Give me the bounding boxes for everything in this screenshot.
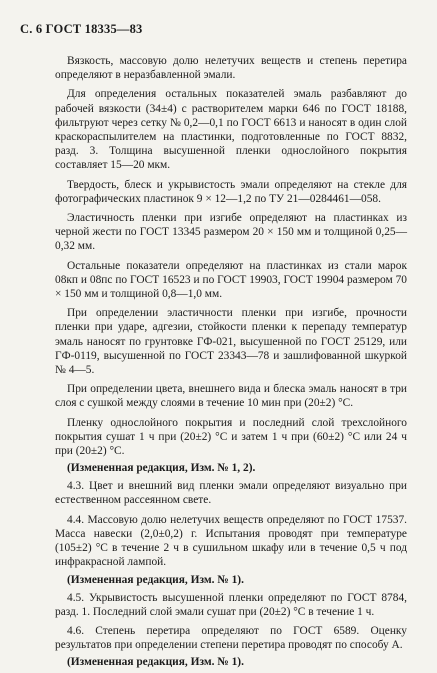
amendment-note: (Измененная редакция, Изм. № 1). (67, 656, 244, 669)
paragraph-hardness: Твердость, блеск и укрывистость эмали определяют на стекле для фотографических пластинок 9 × 12—1,2 по ТУ 21—0284461—058. (55, 178, 407, 205)
paragraph-dilution: Для определения остальных показателей эмаль разбавляют до рабочей вязкости (34±4) с растворителем марки 646 по ГОСТ 18188, фильтруют через сетку № 0,2—0,1 по ГОСТ 6613 и наносят в один слой краскораспылителем на пластинки, подготовленные по ГОСТ 8832, разд. 3. Толщина высушенной пленки однослойного покрытия составляет 15—20 мкм. (55, 88, 407, 172)
amendment-note: (Измененная редакция, Изм. № 1, 2). (67, 462, 256, 475)
paragraph-drying: Пленку однослойного покрытия и последний слой трехслойного покрытия сушат 1 ч при (20±2) °С и затем 1 ч при (60±2) °С или 24 ч при (20±2) °С. (55, 416, 407, 458)
clause-4-4: 4.4. Массовую долю нелетучих веществ определяют по ГОСТ 17537. Масса навески (2,0±0,2) г. Испытания проводят при температуре (105±2) °С в течение 2 ч в сушильном шкафу или в течение 0,5 ч под инфракрасной лампой. (55, 513, 407, 569)
document-body (55, 54, 407, 673)
paragraph-viscosity: Вязкость, массовую долю нелетучих веществ и степень перетира определяют в неразбавленной эмали. (55, 55, 407, 82)
paragraph-elasticity: Эластичность пленки при изгибе определяют на пластинках из черной жести по ГОСТ 13345 размером 20 × 150 мм и толщиной 0,25—0,32 мм. (55, 212, 407, 253)
paragraph-primer: При определении эластичности пленки при изгибе, прочности пленки при ударе, адгезии, стойкости пленки к перепаду температур эмаль наносят по грунтовке ГФ-021, высушенной по ГОСТ 25129, или ГФ-0119, высушенной по ГОСТ 23343—78 и зашлифованной шкуркой № 4—5. (55, 307, 407, 377)
clause-4-3: 4.3. Цвет и внешний вид пленки эмали определяют визуально при естественном рассеянном свете. (55, 480, 407, 507)
page-header: С. 6 ГОСТ 18335—83 (20, 22, 143, 36)
paragraph-three-layers: При определении цвета, внешнего вида и блеска эмаль наносят в три слоя с сушкой между слоями в течение 10 мин при (20±2) °С. (55, 383, 407, 410)
amendment-note: (Измененная редакция, Изм. № 1). (67, 573, 244, 586)
paragraph-other-indicators: Остальные показатели определяют на пластинках из стали марок 08кп и 08пс по ГОСТ 16523 и по ГОСТ 19903, ГОСТ 19904 размером 70 × 150 мм и толщиной 0,8—1,0 мм. (55, 259, 407, 301)
clause-4-5: 4.5. Укрывистость высушенной пленки определяют по ГОСТ 8784, разд. 1. Последний слой эмали сушат при (20±2) °С в течение 1 ч. (55, 591, 407, 618)
clause-4-6: 4.6. Степень перетира определяют по ГОСТ 6589. Оценку результатов при определении степени перетира проводят по способу А. (55, 624, 407, 652)
